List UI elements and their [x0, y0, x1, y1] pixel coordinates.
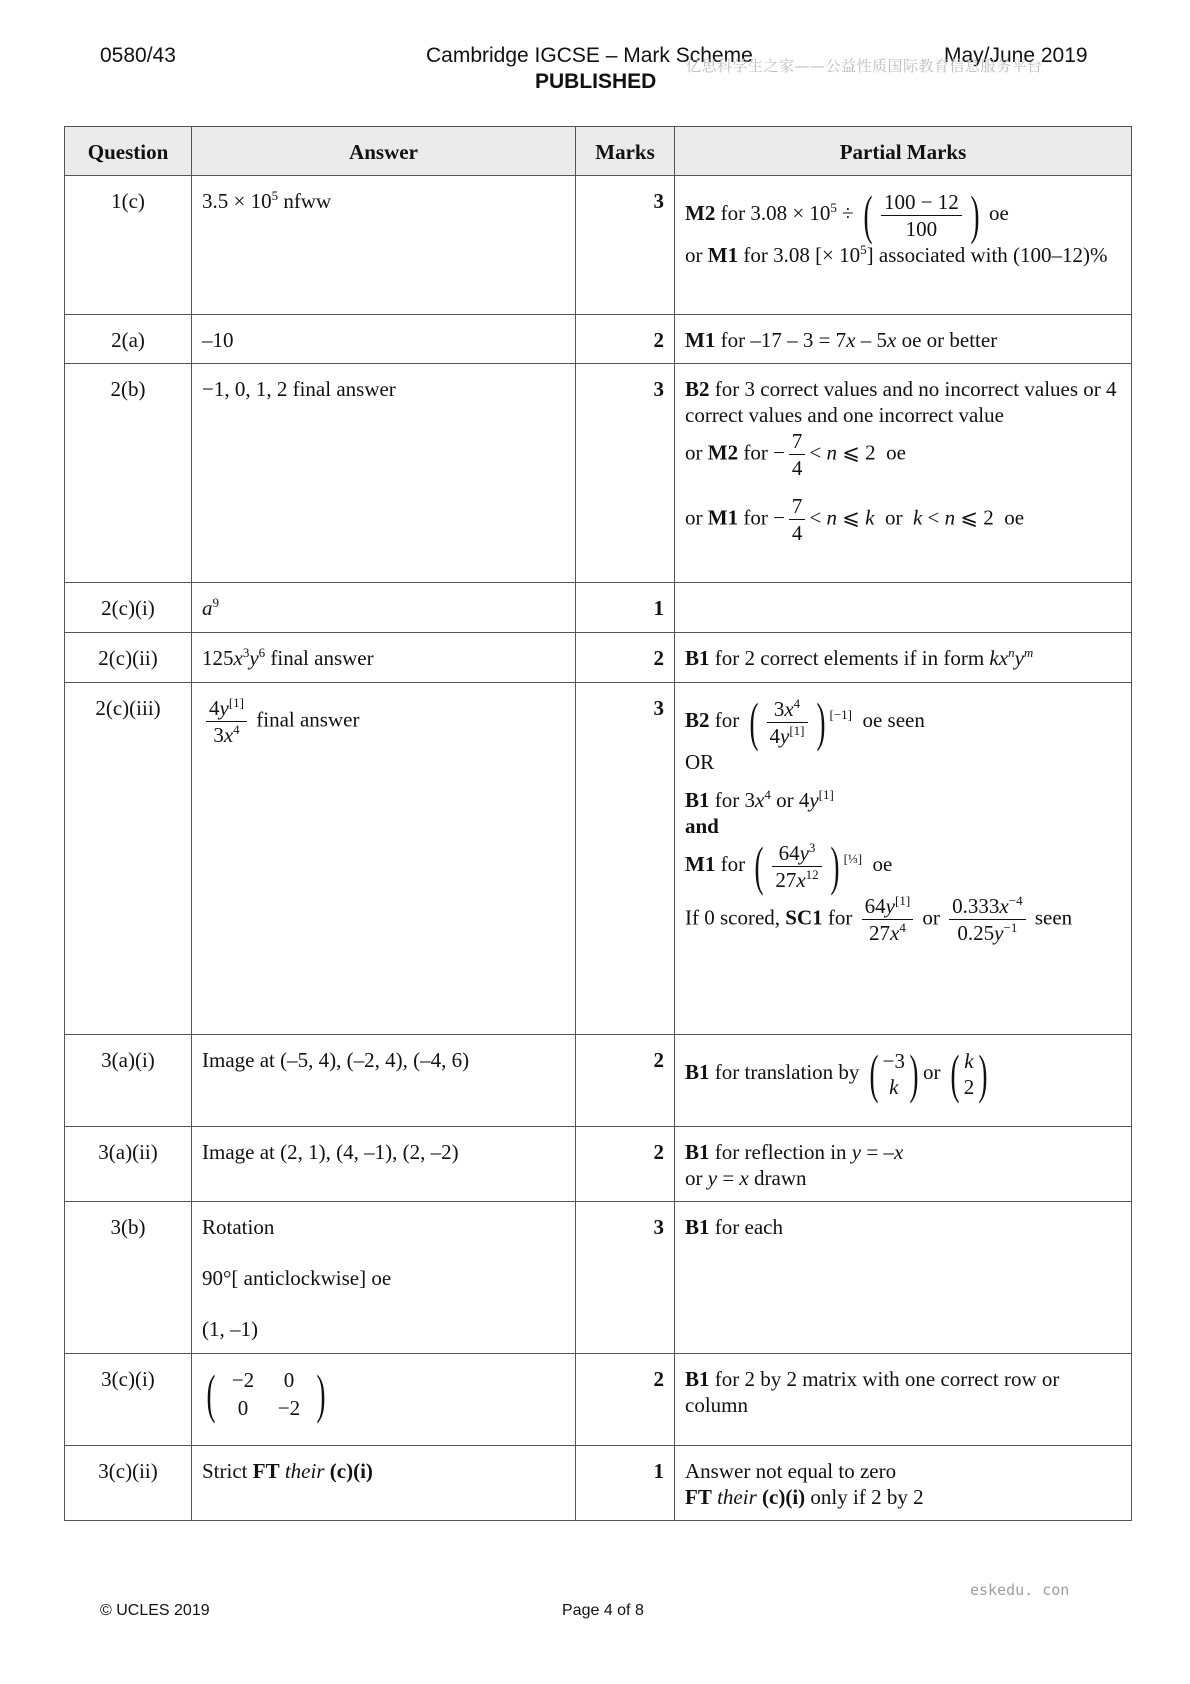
partial-marks-cell: B1 for each — [675, 1202, 1132, 1354]
question-cell: 3(a)(ii) — [65, 1127, 192, 1202]
partial-marks-cell: B1 for reflection in y = –x or y = x drawn — [675, 1127, 1132, 1202]
question-cell: 2(b) — [65, 364, 192, 583]
table-row — [65, 1127, 1132, 1202]
marks-cell: 3 — [576, 1202, 675, 1354]
document-title: Cambridge IGCSE – Mark Scheme — [426, 44, 753, 67]
partial-marks-cell: M2 for $3.08 \times 10^5$ ÷ ( $\frac{100 - 12}{100}$ ) oe or M1 for 3.08 [× $10^5$] associated with (100–12)% — [675, 176, 1132, 315]
table-row — [65, 364, 1132, 583]
question-cell: 2(c)(iii) — [65, 683, 192, 1035]
answer-cell: Rotation 90°[ anticlockwise] oe (1, –1) — [192, 1202, 576, 1354]
paper-code: 0580/43 — [100, 44, 176, 67]
marks-cell: 3 — [576, 364, 675, 583]
partial-marks-cell: Answer not equal to zero FT their (c)(i) only if 2 by 2 — [675, 1446, 1132, 1521]
partial-marks-cell — [675, 583, 1132, 633]
question-cell: 3(a)(i) — [65, 1035, 192, 1127]
answer-cell: $125x^3y^6$ final answer — [192, 633, 576, 683]
answer-cell: $\frac{4y^{[1]}}{3x^4}$ final answer — [192, 683, 576, 1035]
site-watermark: eskedu. con — [970, 1581, 1070, 1599]
answer-cell: Image at (–5, 4), (–2, 4), (–4, 6) — [192, 1035, 576, 1127]
table-row — [65, 1446, 1132, 1521]
marks-cell: 3 — [576, 683, 675, 1035]
col-header-answer: Answer — [192, 127, 576, 176]
table-row — [65, 315, 1132, 364]
answer-cell: −1, 0, 1, 2 final answer — [192, 364, 576, 583]
mark-scheme-table — [64, 126, 1132, 1521]
answer-cell: –10 — [192, 315, 576, 364]
partial-marks-cell: B1 for 2 by 2 matrix with one correct row or column — [675, 1354, 1132, 1446]
partial-marks-cell: B2 for 3 correct values and no incorrect values or 4 correct values and one incorrect value or M2 for − $\frac{7}{4}$ < n ⩽ 2 oe or M1 for − $\frac{7}{4}$ < n ⩽ k or k < n ⩽ 2 oe — [675, 364, 1132, 583]
partial-marks-cell: B1 for 2 correct elements if in form $kx^ny^m$ — [675, 633, 1132, 683]
question-cell: 3(c)(ii) — [65, 1446, 192, 1521]
table-row — [65, 683, 1132, 1035]
partial-marks-cell: B2 for ( $\frac{3x^4}{4y^{[1]}}$ ) [−1] oe seen OR B1 for $3x^4$ or 4y[1] and M1 for ( $\frac{64y^3}{27x^{12}}$ ) [⅓] oe If 0 scored, SC1 for $\frac{64y^{[1]}}{27x^4}$ or $\frac{0.333x^{-4}}{0.25y^{-1}}$ seen — [675, 683, 1132, 1035]
answer-cell: Strict FT their (c)(i) — [192, 1446, 576, 1521]
col-header-question: Question — [65, 127, 192, 176]
session-label: May/June 2019 — [944, 44, 1088, 67]
table-row — [65, 176, 1132, 315]
watermark-text: 亿思科学生之家——公益性质国际教育信息服务平台 — [686, 57, 1043, 75]
question-cell: 2(c)(ii) — [65, 633, 192, 683]
question-cell: 2(a) — [65, 315, 192, 364]
answer-cell: Image at (2, 1), (4, –1), (2, –2) — [192, 1127, 576, 1202]
answer-cell: $a^9$ — [192, 583, 576, 633]
marks-cell: 2 — [576, 1354, 675, 1446]
question-cell: 2(c)(i) — [65, 583, 192, 633]
table-row — [65, 583, 1132, 633]
answer-cell: $3.5 \times 10^5$ nfww — [192, 176, 576, 315]
published-label: PUBLISHED — [535, 70, 657, 93]
question-cell: 3(c)(i) — [65, 1354, 192, 1446]
partial-marks-cell: M1 for –17 – 3 = 7x – 5x oe or better — [675, 315, 1132, 364]
marks-cell: 1 — [576, 1446, 675, 1521]
marks-cell: 2 — [576, 1035, 675, 1127]
marks-cell: 1 — [576, 583, 675, 633]
table-row — [65, 1202, 1132, 1354]
marks-cell: 3 — [576, 176, 675, 315]
marks-cell: 2 — [576, 1127, 675, 1202]
table-row — [65, 1035, 1132, 1127]
table-row — [65, 633, 1132, 683]
partial-marks-cell: B1 for translation by ( −3 k ) or ( k 2 ) — [675, 1035, 1132, 1127]
answer-cell: ( −2 0 0 −2 ) — [192, 1354, 576, 1446]
col-header-marks: Marks — [576, 127, 675, 176]
page-number: Page 4 of 8 — [562, 1602, 644, 1619]
table-header-row — [65, 127, 1132, 176]
col-header-partial: Partial Marks — [675, 127, 1132, 176]
marks-cell: 2 — [576, 315, 675, 364]
copyright-text: © UCLES 2019 — [100, 1602, 210, 1619]
marks-cell: 2 — [576, 633, 675, 683]
question-cell: 3(b) — [65, 1202, 192, 1354]
question-cell: 1(c) — [65, 176, 192, 315]
table-row — [65, 1354, 1132, 1446]
